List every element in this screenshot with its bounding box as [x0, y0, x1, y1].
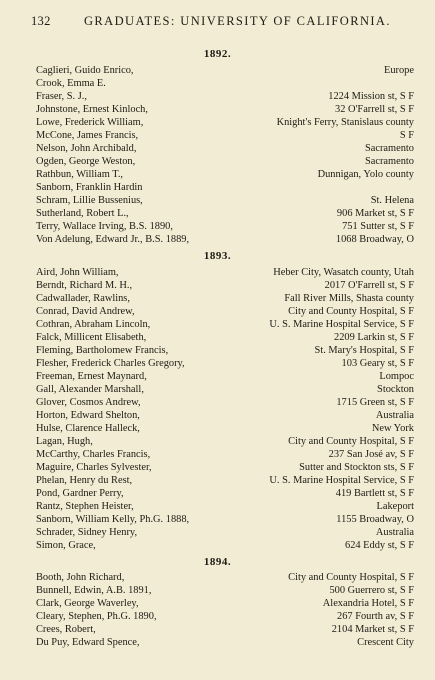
graduate-entry	[36, 266, 414, 279]
graduate-address: Australia	[375, 410, 414, 421]
graduate-address: S F	[399, 130, 414, 141]
graduate-name: Hulse, Clarence Halleck,	[36, 423, 140, 434]
graduate-address: Fall River Mills, Shasta county	[284, 293, 414, 304]
graduate-name: Schram, Lillie Bussenius,	[36, 195, 143, 206]
graduate-name: Von Adelung, Edward Jr., B.S. 1889,	[36, 234, 190, 245]
graduate-entry	[36, 331, 414, 344]
graduate-entry	[36, 168, 414, 181]
graduate-name: Berndt, Richard M. H.,	[36, 280, 133, 291]
graduate-name: Lagan, Hugh,	[36, 436, 93, 447]
graduate-entry	[36, 474, 414, 487]
graduate-address: U. S. Marine Hospital Service, S F	[269, 319, 414, 330]
section-year-heading: 1892.	[203, 48, 232, 60]
graduate-name: Glover, Cosmos Andrew,	[36, 397, 141, 408]
graduate-address: 1068 Broadway, O	[335, 234, 414, 245]
graduate-name: Du Puy, Edward Spence,	[36, 637, 140, 648]
graduate-name: Sanborn, Franklin Hardin	[36, 182, 143, 193]
graduate-address: Europe	[383, 65, 414, 76]
graduate-address: Knight's Ferry, Stanislaus county	[276, 117, 414, 128]
graduate-name: Crees, Robert,	[36, 624, 96, 635]
graduate-name: Conrad, David Andrew,	[36, 306, 135, 317]
graduate-address: Sacramento	[364, 156, 414, 167]
graduate-address: City and County Hospital, S F	[288, 306, 414, 317]
graduate-entry	[36, 461, 414, 474]
page-number: 132	[31, 14, 51, 28]
graduate-name: Maguire, Charles Sylvester,	[36, 462, 152, 473]
graduate-address: St. Helena	[370, 195, 414, 206]
graduate-address: 624 Eddy st, S F	[345, 540, 414, 551]
graduate-address: Alexandria Hotel, S F	[322, 598, 414, 609]
graduate-address: Heber City, Wasatch county, Utah	[273, 267, 414, 278]
graduate-entry	[36, 526, 414, 539]
graduate-entry	[36, 396, 414, 409]
graduate-entry	[36, 487, 414, 500]
graduate-entry	[36, 220, 414, 233]
graduate-entry	[36, 370, 414, 383]
graduate-entry	[36, 513, 414, 526]
graduate-address: Lompoc	[379, 371, 414, 382]
graduate-name: Sutherland, Robert L.,	[36, 208, 129, 219]
graduate-name: Gall, Alexander Marshall,	[36, 384, 144, 395]
graduate-entry	[36, 636, 414, 649]
graduate-name: Aird, John William,	[36, 267, 119, 278]
graduate-entry	[36, 90, 414, 103]
graduate-address: 237 San José av, S F	[328, 449, 414, 460]
graduate-name: Ogden, George Weston,	[36, 156, 136, 167]
graduate-entry	[36, 305, 414, 318]
graduate-name: Horton, Edward Shelton,	[36, 410, 140, 421]
section-year-heading: 1893.	[203, 250, 232, 262]
graduate-address: Crescent City	[357, 637, 414, 648]
graduate-address: 103 Geary st, S F	[341, 358, 414, 369]
graduate-address: 1224 Mission st, S F	[328, 91, 414, 102]
graduate-entry	[36, 383, 414, 396]
graduate-name: Cothran, Abraham Lincoln,	[36, 319, 151, 330]
graduate-address: New York	[371, 423, 414, 434]
graduate-entry	[36, 233, 414, 246]
graduate-entry	[36, 448, 414, 461]
graduate-entry	[36, 344, 414, 357]
graduate-entry	[36, 623, 414, 636]
graduate-name: Rathbun, William T.,	[36, 169, 124, 180]
graduate-entry	[36, 77, 414, 90]
graduate-address: St. Mary's Hospital, S F	[314, 345, 414, 356]
graduate-name: Sanborn, William Kelly, Ph.G. 1888,	[36, 514, 190, 525]
graduate-address: 751 Sutter st, S F	[342, 221, 414, 232]
graduate-name: Fleming, Bartholomew Francis,	[36, 345, 169, 356]
graduate-name: Crook, Emma E.	[36, 78, 106, 89]
graduate-entry	[36, 64, 414, 77]
page-header	[0, 14, 435, 32]
graduate-name: Simon, Grace,	[36, 540, 96, 551]
graduate-entry	[36, 207, 414, 220]
graduate-address: Sacramento	[364, 143, 414, 154]
graduate-entry	[36, 500, 414, 513]
graduate-name: McCone, James Francis,	[36, 130, 139, 141]
graduate-entry	[36, 129, 414, 142]
graduate-entry	[36, 116, 414, 129]
graduate-address: 2104 Market st, S F	[331, 624, 414, 635]
graduate-name: Falck, Millicent Elisabeth,	[36, 332, 147, 343]
graduate-entry	[36, 279, 414, 292]
graduate-entry	[36, 571, 414, 584]
graduate-address: Dunnigan, Yolo county	[317, 169, 414, 180]
graduate-address: 267 Fourth av, S F	[337, 611, 414, 622]
graduate-name: Nelson, John Archibald,	[36, 143, 137, 154]
graduate-address: 32 O'Farrell st, S F	[335, 104, 414, 115]
graduate-entry	[36, 409, 414, 422]
graduate-name: Terry, Wallace Irving, B.S. 1890,	[36, 221, 173, 232]
running-title: GRADUATES: UNIVERSITY OF CALIFORNIA.	[84, 14, 391, 28]
graduate-entry	[36, 292, 414, 305]
graduate-address: City and County Hospital, S F	[288, 572, 414, 583]
graduate-address: 1715 Green st, S F	[336, 397, 414, 408]
graduate-name: Bunnell, Edwin, A.B. 1891,	[36, 585, 152, 596]
graduate-name: Cadwallader, Rawlins,	[36, 293, 130, 304]
section-year-heading: 1894.	[203, 556, 232, 568]
graduate-name: Flesher, Frederick Charles Gregory,	[36, 358, 185, 369]
graduate-entry	[36, 194, 414, 207]
graduate-name: Booth, John Richard,	[36, 572, 125, 583]
graduate-address: Stockton	[377, 384, 414, 395]
graduate-name: Pond, Gardner Perry,	[36, 488, 124, 499]
graduate-address: 2017 O'Farrell st, S F	[324, 280, 414, 291]
graduate-address: 419 Bartlett st, S F	[335, 488, 414, 499]
graduate-address: 1155 Broadway, O	[336, 514, 414, 525]
graduate-name: Lowe, Frederick William,	[36, 117, 144, 128]
graduate-address: Sutter and Stockton sts, S F	[299, 462, 414, 473]
graduate-address: Lakeport	[376, 501, 414, 512]
graduate-entry	[36, 103, 414, 116]
graduate-address: 906 Market st, S F	[336, 208, 414, 219]
graduate-name: Johnstone, Ernest Kinloch,	[36, 104, 148, 115]
graduate-entry	[36, 584, 414, 597]
graduate-entry	[36, 597, 414, 610]
graduate-name: Rantz, Stephen Heister,	[36, 501, 134, 512]
graduate-entry	[36, 318, 414, 331]
graduate-address: 500 Guerrero st, S F	[329, 585, 414, 596]
graduate-entry	[36, 435, 414, 448]
graduate-name: Schrader, Sidney Henry,	[36, 527, 138, 538]
graduate-entry	[36, 357, 414, 370]
graduate-entry	[36, 181, 414, 194]
graduate-name: Phelan, Henry du Rest,	[36, 475, 133, 486]
graduate-address: 2209 Larkin st, S F	[334, 332, 414, 343]
graduate-address: Australia	[375, 527, 414, 538]
graduate-name: Fraser, S. J.,	[36, 91, 87, 102]
graduate-name: Freeman, Ernest Maynard,	[36, 371, 147, 382]
graduate-entry	[36, 539, 414, 552]
graduate-entry	[36, 155, 414, 168]
graduate-entry	[36, 142, 414, 155]
graduate-address: City and County Hospital, S F	[288, 436, 414, 447]
graduate-address: U. S. Marine Hospital Service, S F	[269, 475, 414, 486]
graduate-name: Cleary, Stephen, Ph.G. 1890,	[36, 611, 157, 622]
graduate-name: Clark, George Waverley,	[36, 598, 139, 609]
graduate-entry	[36, 422, 414, 435]
graduate-name: Caglieri, Guido Enrico,	[36, 65, 134, 76]
graduate-name: McCarthy, Charles Francis,	[36, 449, 151, 460]
graduate-entry	[36, 610, 414, 623]
